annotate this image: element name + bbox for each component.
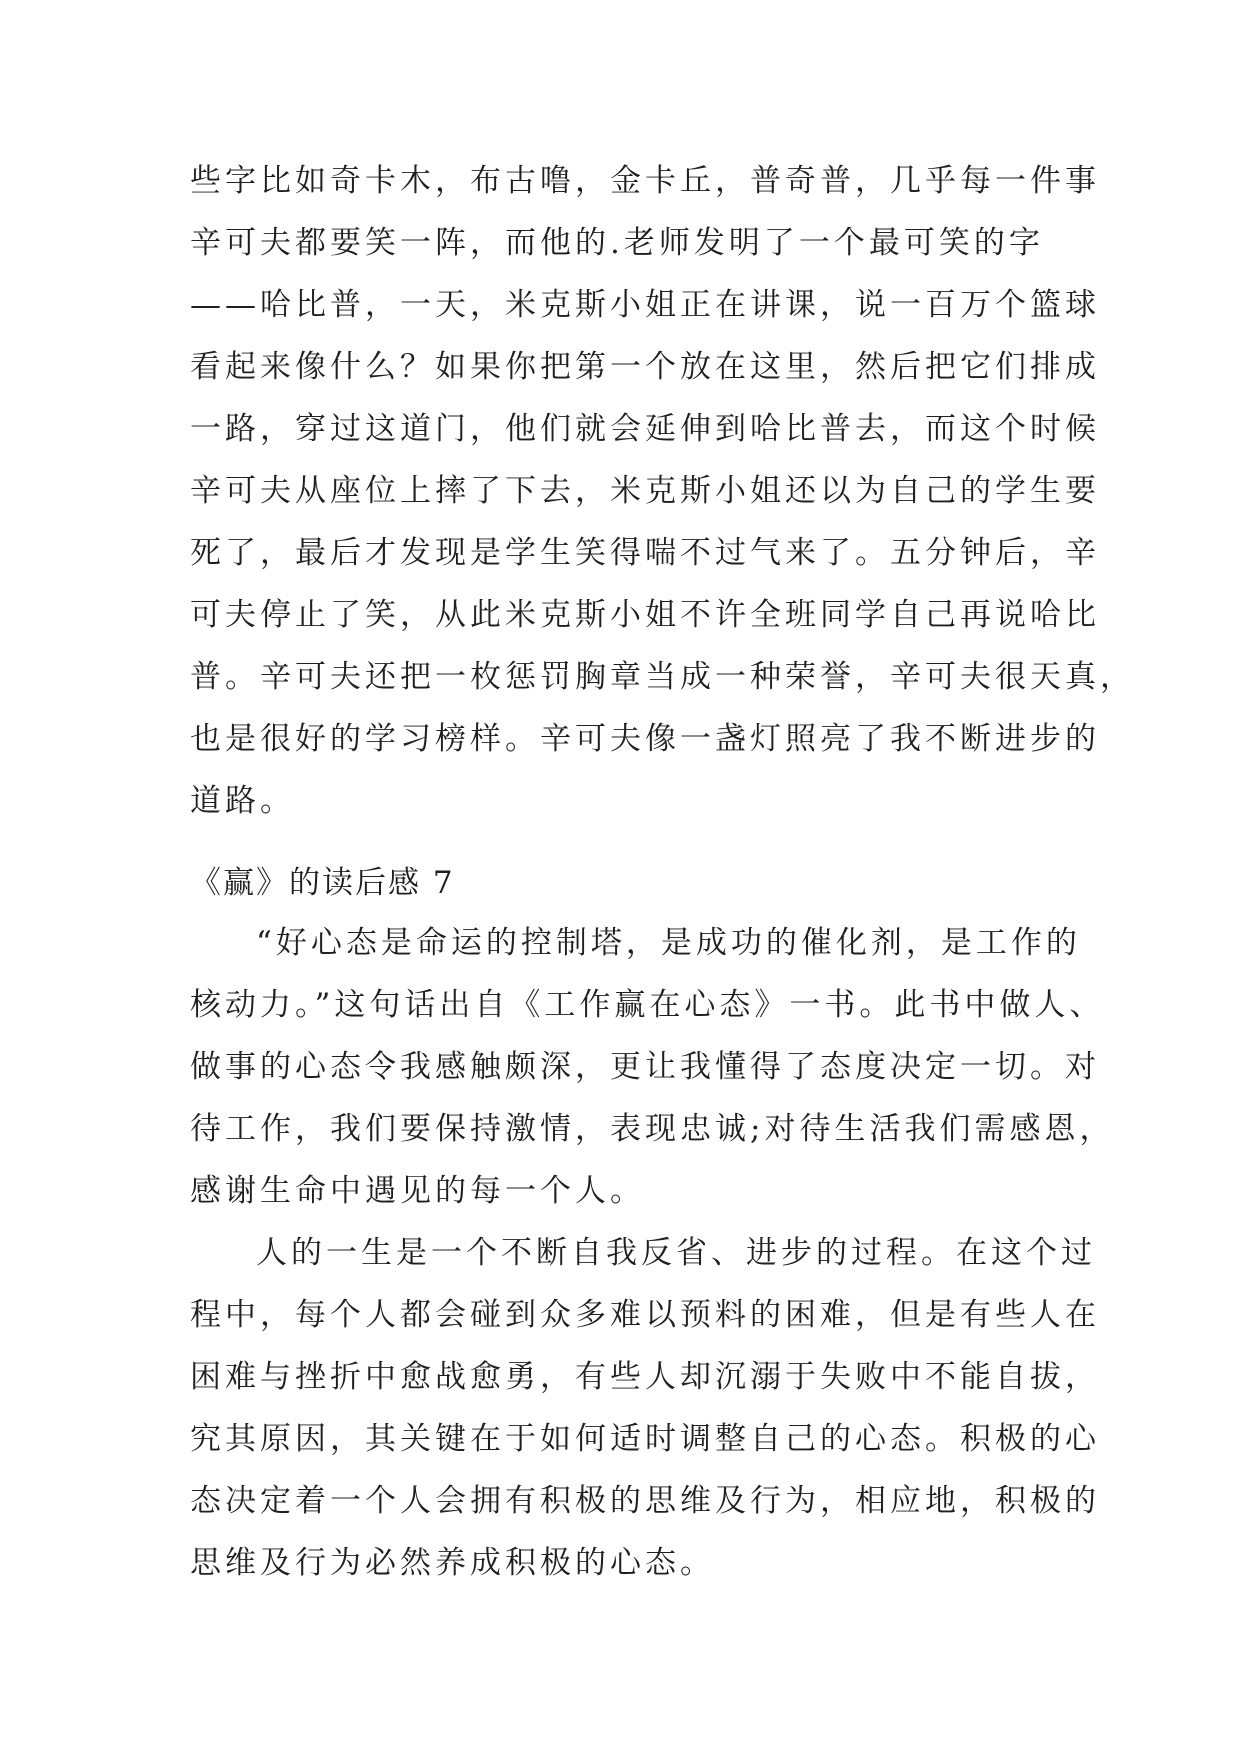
section-title: 《赢》的读后感 7 [190,865,455,901]
text-line: “好心态是命运的控制塔，是成功的催化剂，是工作的 [256,925,1081,961]
text-line: 核动力。”这句话出自《工作赢在心态》一书。此书中做人、 [190,987,1105,1023]
text-line: 些字比如奇卡木，布古噜，金卡丘，普奇普，几乎每一件事 [190,163,1100,199]
continued-paragraph [190,150,1135,832]
text-line: 辛可夫从座位上摔了下去，米克斯小姐还以为自己的学生要 [190,473,1100,509]
text-line: 辛可夫都要笑一阵，而他的.老师发明了一个最可笑的字 [190,225,1044,261]
paragraph-1 [190,912,1115,1222]
text-line: 死了，最后才发现是学生笑得喘不过气来了。五分钟后，辛 [190,535,1100,571]
text-line: 困难与挫折中愈战愈勇，有些人却沉溺于失败中不能自拔， [190,1359,1100,1395]
text-line: 程中，每个人都会碰到众多难以预料的困难，但是有些人在 [190,1297,1100,1333]
text-line: 人的一生是一个不断自我反省、进步的过程。在这个过 [256,1235,1096,1271]
text-line: 也是很好的学习榜样。辛可夫像一盏灯照亮了我不断进步的 [190,721,1100,757]
text-line: 一路，穿过这道门，他们就会延伸到哈比普去，而这个时候 [190,411,1100,447]
text-line: 看起来像什么？如果你把第一个放在这里，然后把它们排成 [190,349,1100,385]
paragraph-2 [190,1222,1100,1594]
text-line: 做事的心态令我感触颇深，更让我懂得了态度决定一切。对 [190,1049,1100,1085]
text-line: 究其原因，其关键在于如何适时调整自己的心态。积极的心 [190,1421,1100,1457]
text-line: 感谢生命中遇见的每一个人。 [190,1173,645,1209]
text-line: 道路。 [190,783,295,819]
text-line: 可夫停止了笑，从此米克斯小姐不许全班同学自己再说哈比 [190,597,1100,633]
text-line: 思维及行为必然养成积极的心态。 [190,1545,715,1581]
text-line: 普。辛可夫还把一枚惩罚胸章当成一种荣誉，辛可夫很天真， [190,659,1135,695]
text-line: 态决定着一个人会拥有积极的思维及行为，相应地，积极的 [190,1483,1100,1519]
text-line: ——哈比普，一天，米克斯小姐正在讲课，说一百万个篮球 [190,287,1100,323]
text-line: 待工作，我们要保持激情，表现忠诚;对待生活我们需感恩， [190,1111,1115,1147]
